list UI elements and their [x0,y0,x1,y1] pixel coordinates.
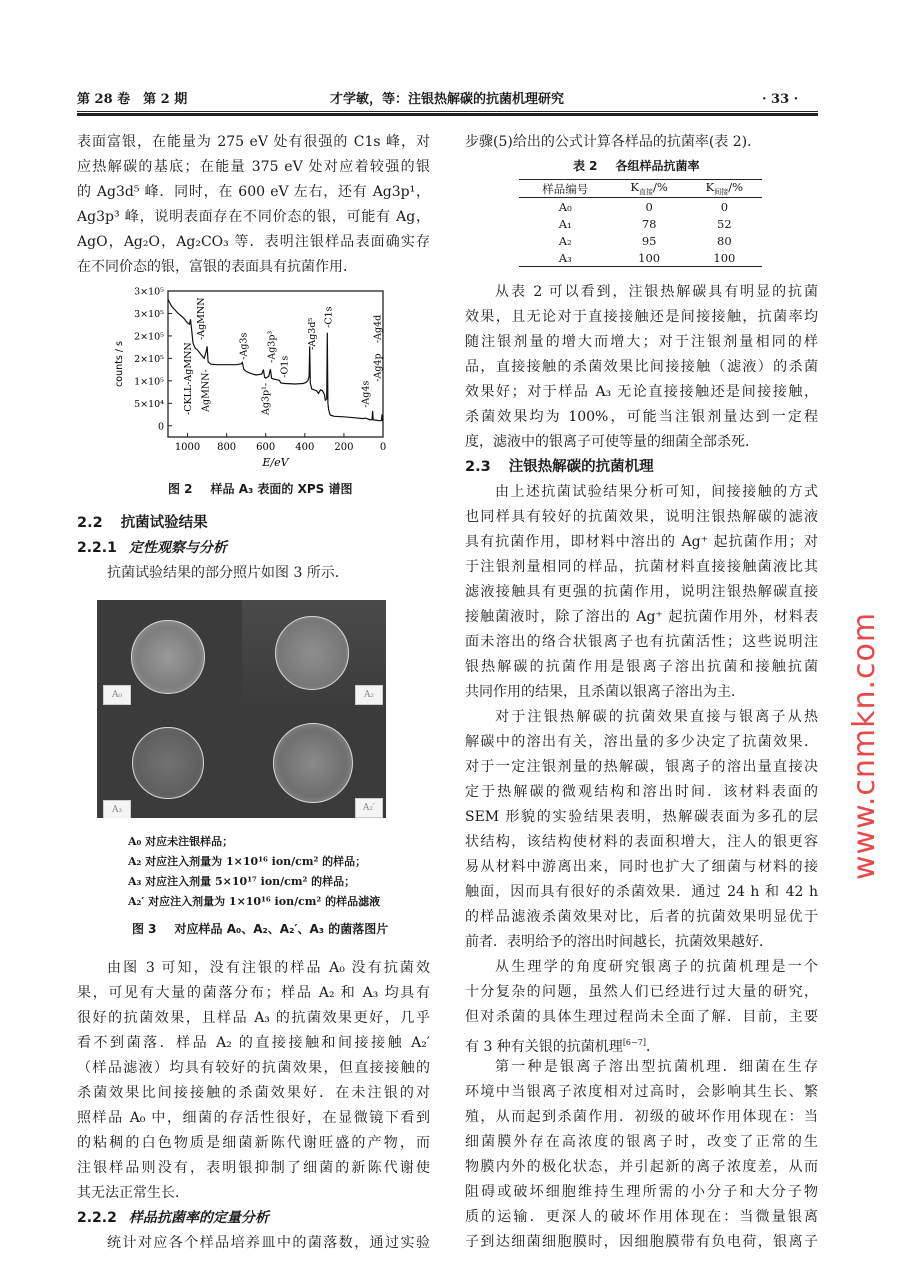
section-title: 定性观察与分析 [128,540,227,556]
text-line: 质的运输．更深人的破坏作用体现在：当微量银离 [465,1209,818,1225]
figure-3-number: 图 3 [132,922,157,936]
cell-sample: A₁ [558,216,572,231]
cell-k-direct: 78 [641,216,657,231]
section-title: 注银热解碳的抗菌机理 [508,459,654,475]
x-tick-label: 600 [256,442,276,453]
text-line: 子到达细菌细胞膜时，因细胞膜带有负电荷，银离子 [465,1234,818,1250]
journal-volume-issue: 第 28 卷 第 2 期 [77,92,188,107]
figure-3-caption [132,920,388,937]
paragraph-physiology [465,955,818,1030]
peak-label: -C1s [323,306,335,328]
text-line: （样品滤液）均具有较好的抗菌效果，但直接接触的 [77,1060,430,1076]
text-line: 共同作用的结果，且杀菌以银离子溶出为主． [465,684,745,700]
table-header-row [519,180,762,198]
text-line: 其无法正常生长． [77,1185,189,1201]
y-tick-label: 3×10⁵ [134,308,164,320]
text-line: 抗菌试验结果的部分照片如图 3 所示． [107,565,349,581]
paragraph-first-mechanism [465,1055,818,1255]
section-number: 2.2.2 [77,1210,117,1226]
text-line: 很好的抗菌效果，且样品 A₃ 的抗菌效果更好，几乎 [77,1010,430,1026]
x-axis-label: E/eV [262,456,289,469]
text-line: 十分复杂的问题，虽然人们已经进行过大量的研究， [465,984,818,1000]
peak-label: -O1s [279,355,291,378]
y-tick-label: 2×10⁵ [134,331,164,343]
section-title: 样品抗菌率的定量分析 [128,1210,269,1226]
text-line: 也同样具有较好的抗菌效果，说明注银热解碳的滤液 [465,509,818,525]
table-row [519,198,762,216]
y-tick-label: 0 [157,421,164,433]
paragraph-photo-intro [77,561,430,586]
text-line: 第一种是银离子溶出型抗菌机理．细菌在生存 [495,1059,818,1075]
text-line: 从生理学的角度研究银离子的抗菌机理是一个 [495,959,818,975]
peak-label: -AgMNN [195,297,207,340]
photo-label-a2-prime: A₂′ [355,798,383,818]
text-line: 看不到菌落．样品 A₂ 的直接接触和间接接触 A₂′ [77,1035,430,1051]
peak-label: -Ag3p³ [266,330,278,363]
figure-2-number: 图 2 [168,482,193,496]
petri-dish-a2 [275,616,349,690]
section-2-2 [77,511,430,586]
table-row [519,249,762,267]
spectrum-line [168,300,383,422]
cell-k-indirect: 52 [717,216,732,231]
peak-label: AgMNN- [200,369,212,412]
legend-item: A₀ 对应未注银样品； [128,835,234,848]
text-line: 殖，从而起到杀菌作用．初级的破坏作用体现在：当 [465,1109,818,1125]
text-line: 状结构，该结构使材料的表面积增大，注人的银更容 [465,834,818,850]
peak-label: -Ag4s [360,380,372,408]
text-line: 统计对应各个样品培养皿中的菌落数，通过实验 [107,1235,430,1251]
section-heading-2-2-2 [77,1206,430,1231]
cell-sample: A₀ [558,199,572,214]
text-line: 触面，因而具有很好的杀菌效果．通过 24 h 和 42 h [465,884,818,900]
cell-k-indirect: 100 [713,250,736,265]
text-line: 杀菌效果比间接接触的杀菌效果好．在未注银的对 [77,1085,430,1101]
photo-label-a0: A₀ [103,685,131,705]
text-line: 阻碍或破坏细胞维持生理所需的小分子和大分子物 [465,1184,818,1200]
text-line: AgO，Ag₂O，Ag₂CO₃ 等．表明注银样品表面确实存 [77,234,430,250]
header-k-indirect: $K_{间接}/\%$ [687,180,762,198]
plot-frame [168,291,383,437]
figure-3-legend [128,832,380,912]
text-line: 效果好；对于样品 A₃ 无论直接接触还是间接接触， [465,384,818,400]
text-line: 度，滤液中的银离子可使等量的细菌全部杀死． [465,434,759,450]
x-tick-label: 400 [295,442,315,453]
paragraph-mechanism-analysis [465,480,818,705]
y-axis-label: counts / s [114,341,125,387]
text-line: 对于一定注银剂量的热解碳，银离子的溶出量直接决 [465,759,818,775]
table-row [519,232,762,249]
text-line: 对于注银热解碳的抗菌效果直接与银离子从热 [495,709,818,725]
text-line: 在不同价态的银，富银的表面具有抗菌作用． [77,259,357,275]
section-number: 2.3 [465,459,491,475]
x-tick-label: 800 [217,442,237,453]
table-2-number: 表 2 [573,159,598,173]
page-number: · 33 · [762,92,799,107]
legend-item: A₂′ 对应注入剂量为 1×10¹⁶ ion/cm² 的样品滤液 [128,895,381,908]
petri-dish-a0 [131,620,205,694]
peak-label: -Ag3s [238,332,250,360]
text-line: 滤液接触具有更强的抗菌作用，说明注银热解碳直接 [465,584,818,600]
text-line: 品，直接接触的杀菌效果比间接接触（滤液）的杀菌 [465,359,818,375]
watermark: www.cnmkn.com [847,611,882,880]
text-line: 从表 2 可以看到，注银热解碳具有明显的抗菌 [495,284,818,300]
text-line: 物膜内外的极化状态，并引起新的离子浓度差，从而 [465,1159,818,1175]
header-sample-id: 样品编号 [519,180,612,198]
paragraph-xps-analysis [77,130,430,280]
y-tick-label: 1×10⁵ [134,376,164,388]
x-tick-label: 1000 [174,442,201,453]
figure-3-title: 对应样品 A₀、A₂、A₂′、A₃ 的菌落图片 [174,922,389,936]
citation[interactable]: [6−7] [622,1038,646,1047]
text-line: 步骤(5)给出的公式计算各样品的抗菌率(表 2)． [465,134,762,150]
text-line: 的粘稠的白色物质是细菌新陈代谢旺盛的产物，而 [77,1135,430,1151]
text-line: 的 Ag3d⁵ 峰．同时，在 600 eV 左右，还有 Ag3p¹， [77,184,430,200]
cell-k-indirect: 0 [720,199,729,214]
header-rule [77,111,818,116]
text-line: 但对杀菌的具体生理过程尚未全面了解．目前，主要 [465,1009,818,1025]
paragraph-formula-ref [465,130,818,155]
text-line: 环境中当银离子浓度相对过高时，会影响其生长、繁 [465,1084,818,1100]
text-line: 接触菌液时，除了溶出的 Ag⁺ 起抗菌作用外，材料表 [465,609,818,625]
text-line: 解碳中的溶出有关，溶出量的多少决定了抗菌效果． [465,734,818,750]
figure-2-title: 样品 A₃ 表面的 XPS 谱图 [210,482,353,496]
peak-label: -CKLL-AgMNN [183,342,195,415]
colony-photo [97,600,386,818]
text-line: 杀菌效果均为 100%，可能当注银剂量达到一定程 [465,409,818,425]
text-line: 有 3 种有关银的抗菌机理[6−7]． [465,1038,660,1055]
paragraph-table-analysis [465,280,818,455]
paragraph-dissolution [465,705,818,955]
section-heading-2-3 [465,455,818,480]
section-heading-2-2 [77,511,430,536]
section-number: 2.2.1 [77,540,117,556]
text-line: 面未溶出的络合状银离子也有抗菌活性；这些说明注 [465,634,818,650]
text-line: 前者．表明给予的溶出时间越长，抗菌效果越好． [465,934,773,950]
cell-sample: A₂ [558,233,572,248]
section-number: 2.2 [77,515,103,531]
legend-item: A₃ 对应注入剂量 5×10¹⁷ ion/cm² 的样品； [128,875,356,888]
text-line: 细菌膜外存在高浓度的银离子时，改变了正常的生 [465,1134,818,1150]
text-line: 银热解碳的抗菌作用是银离子溶出抗菌和接触抗菌 [465,659,818,675]
peak-label: -Ag4d [372,314,384,344]
text-line: 具有抗菌作用，即材料中溶出的 Ag⁺ 起抗菌作用；对 [465,534,818,550]
section-heading-2-2-1 [77,536,430,561]
legend-item: A₂ 对应注入剂量为 1×10¹⁶ ion/cm² 的样品； [128,855,367,868]
text-line: 注银样品则没有，表明银抑制了细菌的新陈代谢使 [77,1160,430,1176]
text-line: 由上述抗菌试验结果分析可知，间接接触的方式 [495,484,818,500]
cell-k-direct: 100 [638,250,661,265]
paragraph-quantitative-intro [77,1231,430,1256]
paragraph-qualitative-results [77,956,430,1206]
table-row [519,215,762,232]
text-line: 表面富银，在能量为 275 eV 处有很强的 C1s 峰，对 [77,134,430,150]
cell-sample: A₃ [558,250,572,265]
table-2-caption [573,157,700,174]
section-title: 抗菌试验结果 [120,515,208,531]
text-line: 应热解碳的基底；在能量 375 eV 处对应着较强的银 [77,159,430,175]
peak-label: Ag3p¹- [260,382,272,415]
text-line: 由图 3 可知，没有注银的样品 A₀ 没有抗菌效 [107,960,430,976]
y-tick-label: 2×10⁵ [134,353,164,365]
photo-label-a2: A₂ [355,685,383,705]
y-tick-label: 3×10⁵ [134,286,164,298]
text-line: 随注银剂量的增大而增大；对于注银剂量相同的样 [465,334,818,350]
peak-label: -Ag4p [372,353,384,382]
y-tick-label: 5×10⁴ [134,398,164,410]
cell-k-direct: 95 [641,233,657,248]
petri-dish-a3 [132,727,204,799]
text-line: 易从材料中游离出来，同时也扩大了细菌与材料的接 [465,859,818,875]
antibacterial-rate-table [519,179,762,267]
text-line: 于注银剂量相同的样品，抗菌材料直接接触菌液比其 [465,559,818,575]
petri-dish-a2-prime [273,723,353,803]
figure-2-caption [168,480,352,497]
cell-k-indirect: 80 [717,233,732,248]
cell-k-direct: 0 [645,199,653,214]
x-tick-label: 0 [379,442,387,453]
paragraph-physiology-end [465,1030,818,1055]
right-column-body [465,280,818,1255]
header-k-direct: $K_{直接}/\%$ [612,180,687,198]
photo-label-a3: A₃ [103,800,131,818]
x-tick-label: 200 [334,442,354,453]
text-line: SEM 形貌的实验结果表明，热解碳表面为多孔的层 [465,809,818,825]
text-line: 的样品滤液杀菌效果对比，后者的抗菌效果明显优于 [465,909,818,925]
text-line: 效果，且无论对于直接接触还是间接接触，抗菌率均 [465,309,818,325]
text-line: 定于热解碳的微观结构和溶出时间．该材料表面的 [465,784,818,800]
text-line: Ag3p³ 峰，说明表面存在不同价态的银，可能有 Ag， [77,209,430,225]
text-line: 照样品 A₀ 中，细菌的存活性很好，在显微镜下看到 [77,1110,430,1126]
section-2-2-body [77,956,430,1256]
text-line: 果，可见有大量的菌落分布；样品 A₂ 和 A₃ 均具有 [77,985,430,1001]
running-title: 才学敏，等：注银热解碳的抗菌机理研究 [330,92,565,107]
table-2-title: 各组样品抗菌率 [615,159,700,173]
peak-label: -Ag3d⁵ [306,317,318,350]
